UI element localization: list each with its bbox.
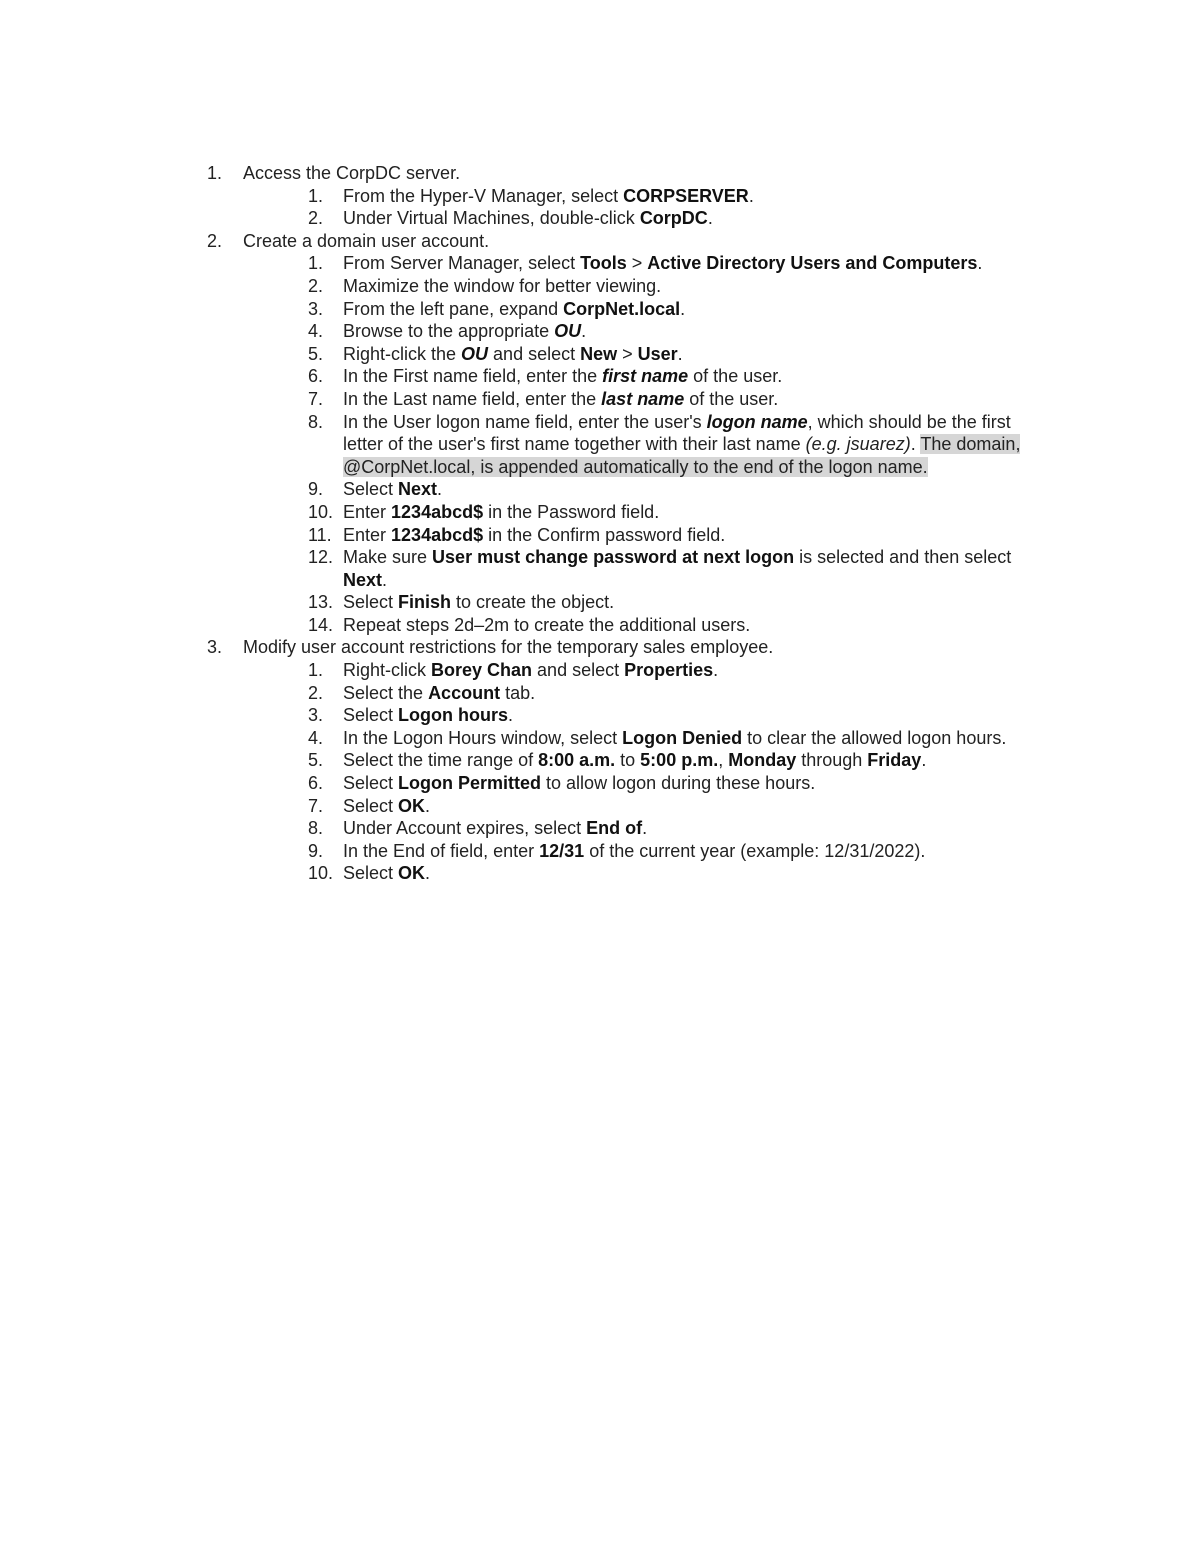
- step-text: .: [508, 705, 514, 726]
- step-emphasis: Monday: [728, 750, 797, 771]
- task-number: 3.: [207, 637, 223, 658]
- task-number: 2.: [207, 230, 223, 251]
- step-item: [0, 343, 1043, 366]
- step-text: Select: [343, 479, 399, 500]
- step-text: to: [615, 750, 641, 771]
- step-text: From Server Manager, select: [343, 253, 581, 274]
- step-item: [0, 501, 1043, 524]
- step-number: 5.: [308, 750, 324, 771]
- step-text: In the Last name field, enter the: [343, 388, 602, 409]
- step-emphasis: Logon Denied: [622, 727, 743, 748]
- step-emphasis: 5:00 p.m.: [640, 750, 719, 771]
- step-number: 2.: [308, 682, 324, 703]
- task-item: [0, 162, 1200, 185]
- step-text: to clear the allowed logon hours.: [742, 727, 1007, 748]
- step-item: [0, 207, 1043, 230]
- step-number: 1.: [308, 185, 324, 206]
- step-text: ,: [718, 750, 729, 771]
- step-emphasis: Borey Chan: [431, 660, 533, 681]
- step-item: [0, 388, 1043, 411]
- step-text: .: [748, 185, 754, 206]
- step-text: Enter: [343, 524, 392, 545]
- step-text: The domain, @CorpNet.local, is appended automatically to the end of the logon name.: [343, 434, 1021, 477]
- step-text: Make sure: [343, 547, 433, 568]
- step-emphasis: New: [580, 343, 618, 364]
- step-text: in the Confirm password field.: [483, 524, 726, 545]
- step-text: Select the: [343, 682, 429, 703]
- step-text: Under Virtual Machines, double-click: [343, 208, 640, 229]
- task-text: Access the CorpDC server.: [243, 163, 461, 183]
- step-text: Right-click the: [343, 343, 462, 364]
- instruction-list: [0, 162, 1200, 885]
- step-number: 2.: [308, 208, 324, 229]
- step-item: [0, 749, 1043, 772]
- step-text: Select: [343, 863, 399, 884]
- step-text: .: [910, 434, 921, 455]
- step-emphasis: CorpDC: [639, 208, 708, 229]
- step-text: tab.: [500, 682, 536, 703]
- task-text: Create a domain user account.: [243, 230, 490, 251]
- step-text: .: [921, 750, 927, 771]
- step-number: 8.: [308, 818, 324, 839]
- step-text: .: [707, 208, 713, 229]
- step-text: to allow logon during these hours.: [541, 773, 816, 794]
- step-number: 9.: [308, 479, 324, 500]
- step-item: [0, 817, 1043, 840]
- step-text: and select: [532, 660, 625, 681]
- step-text: >: [617, 343, 638, 364]
- step-item: [0, 298, 1043, 321]
- step-number: 14.: [308, 614, 334, 635]
- step-emphasis: Active Directory Users and Computers: [647, 253, 978, 274]
- step-text: Select the time range of: [343, 750, 539, 771]
- step-text: is selected and then select: [794, 547, 1012, 568]
- step-emphasis: End of: [586, 818, 643, 839]
- step-text: Select: [343, 795, 399, 816]
- task-item: [0, 230, 1200, 253]
- step-text: Browse to the appropriate: [343, 321, 555, 342]
- step-number: 4.: [308, 727, 324, 748]
- step-text: to create the object.: [451, 592, 615, 613]
- step-emphasis: CORPSERVER: [623, 185, 749, 206]
- step-text: In the Logon Hours window, select: [343, 727, 623, 748]
- step-text: Select: [343, 592, 399, 613]
- step-text: .: [437, 479, 443, 500]
- step-emphasis: Friday: [867, 750, 922, 771]
- step-emphasis: Logon Permitted: [398, 773, 542, 794]
- step-number: 7.: [308, 388, 324, 409]
- step-emphasis: Logon hours: [398, 705, 509, 726]
- step-item: [0, 546, 1043, 591]
- task-text: Modify user account restrictions for the temporary sales employee.: [243, 637, 774, 658]
- step-number: 3.: [308, 705, 324, 726]
- step-text: Select: [343, 705, 399, 726]
- step-item: [0, 591, 1043, 614]
- step-text: >: [626, 253, 648, 274]
- step-number: 10.: [308, 501, 334, 522]
- step-text: and select: [488, 343, 581, 364]
- step-emphasis: 1234abcd$: [391, 524, 484, 545]
- step-text: .: [680, 298, 686, 319]
- step-number: 11.: [308, 524, 332, 545]
- step-number: 13.: [308, 592, 334, 613]
- step-emphasis: Properties: [624, 660, 714, 681]
- step-item: [0, 795, 1043, 818]
- step-item: [0, 252, 1043, 275]
- step-text: Repeat steps 2d–2m to create the additional users.: [343, 614, 751, 635]
- step-text: Select: [343, 773, 399, 794]
- step-number: 1.: [308, 660, 324, 681]
- step-text: .: [713, 660, 719, 681]
- step-emphasis: 12/31: [539, 840, 585, 861]
- step-text: Right-click: [343, 660, 432, 681]
- step-number: 3.: [308, 298, 324, 319]
- step-emphasis: User must change password at next logon: [432, 547, 795, 568]
- step-item: [0, 185, 1043, 208]
- step-text: of the user.: [688, 366, 783, 387]
- step-number: 4.: [308, 321, 324, 342]
- step-number: 10.: [308, 863, 334, 884]
- step-text: Enter: [343, 501, 392, 522]
- step-item: [0, 320, 1043, 343]
- step-item: [0, 275, 1043, 298]
- step-emphasis: first name: [602, 366, 689, 387]
- step-text: , which should be the first letter of the user's first name together with their last name: [343, 411, 1011, 455]
- step-number: 2.: [308, 275, 324, 296]
- step-number: 6.: [308, 773, 324, 794]
- step-text: .: [425, 795, 431, 816]
- step-text: In the First name field, enter the: [343, 366, 603, 387]
- step-item: [0, 772, 1043, 795]
- step-item: [0, 411, 1043, 479]
- step-item: [0, 614, 1043, 637]
- step-emphasis: Next: [343, 569, 383, 590]
- step-emphasis: CorpNet.local: [563, 298, 681, 319]
- step-item: [0, 862, 1043, 885]
- task-item: [0, 636, 1200, 659]
- step-emphasis: User: [637, 343, 678, 364]
- step-text: .: [642, 818, 648, 839]
- step-item: [0, 365, 1043, 388]
- step-item: [0, 727, 1043, 750]
- step-text: through: [796, 750, 868, 771]
- step-emphasis: logon name: [706, 411, 808, 432]
- step-text: In the User logon name field, enter the user's: [343, 411, 707, 432]
- step-number: 8.: [308, 411, 324, 432]
- step-number: 12.: [308, 547, 334, 568]
- step-text: in the Password field.: [483, 501, 660, 522]
- step-emphasis: Account: [428, 682, 501, 703]
- step-text: of the user.: [684, 388, 779, 409]
- step-emphasis: Next: [398, 479, 438, 500]
- step-text: .: [581, 321, 587, 342]
- step-text: .: [977, 253, 983, 274]
- step-emphasis: last name: [601, 388, 685, 409]
- task-number: 1.: [207, 163, 223, 183]
- step-emphasis: OU: [554, 321, 582, 342]
- step-text: From the Hyper-V Manager, select: [343, 185, 624, 206]
- step-text: In the End of field, enter: [343, 840, 540, 861]
- step-number: 7.: [308, 795, 324, 816]
- step-text: (e.g. jsuarez): [805, 434, 911, 455]
- step-item: [0, 840, 1043, 863]
- step-emphasis: OK: [398, 795, 426, 816]
- step-emphasis: 1234abcd$: [391, 501, 484, 522]
- step-emphasis: Finish: [398, 592, 452, 613]
- step-item: [0, 524, 1043, 547]
- step-number: 6.: [308, 366, 324, 387]
- step-number: 1.: [308, 253, 324, 274]
- step-emphasis: 8:00 a.m.: [538, 750, 616, 771]
- step-number: 5.: [308, 343, 324, 364]
- step-text: From the left pane, expand: [343, 298, 564, 319]
- step-item: [0, 704, 1043, 727]
- step-item: [0, 682, 1043, 705]
- step-item: [0, 478, 1043, 501]
- step-text: Under Account expires, select: [343, 818, 587, 839]
- step-text: .: [677, 343, 683, 364]
- step-text: of the current year (example: 12/31/2022).: [584, 840, 926, 861]
- step-text: .: [425, 863, 431, 884]
- step-number: 9.: [308, 840, 324, 861]
- step-emphasis: OK: [398, 863, 426, 884]
- step-text: Maximize the window for better viewing.: [343, 275, 662, 296]
- step-text: .: [382, 569, 388, 590]
- step-emphasis: Tools: [580, 253, 627, 274]
- step-emphasis: OU: [461, 343, 489, 364]
- step-item: [0, 659, 1043, 682]
